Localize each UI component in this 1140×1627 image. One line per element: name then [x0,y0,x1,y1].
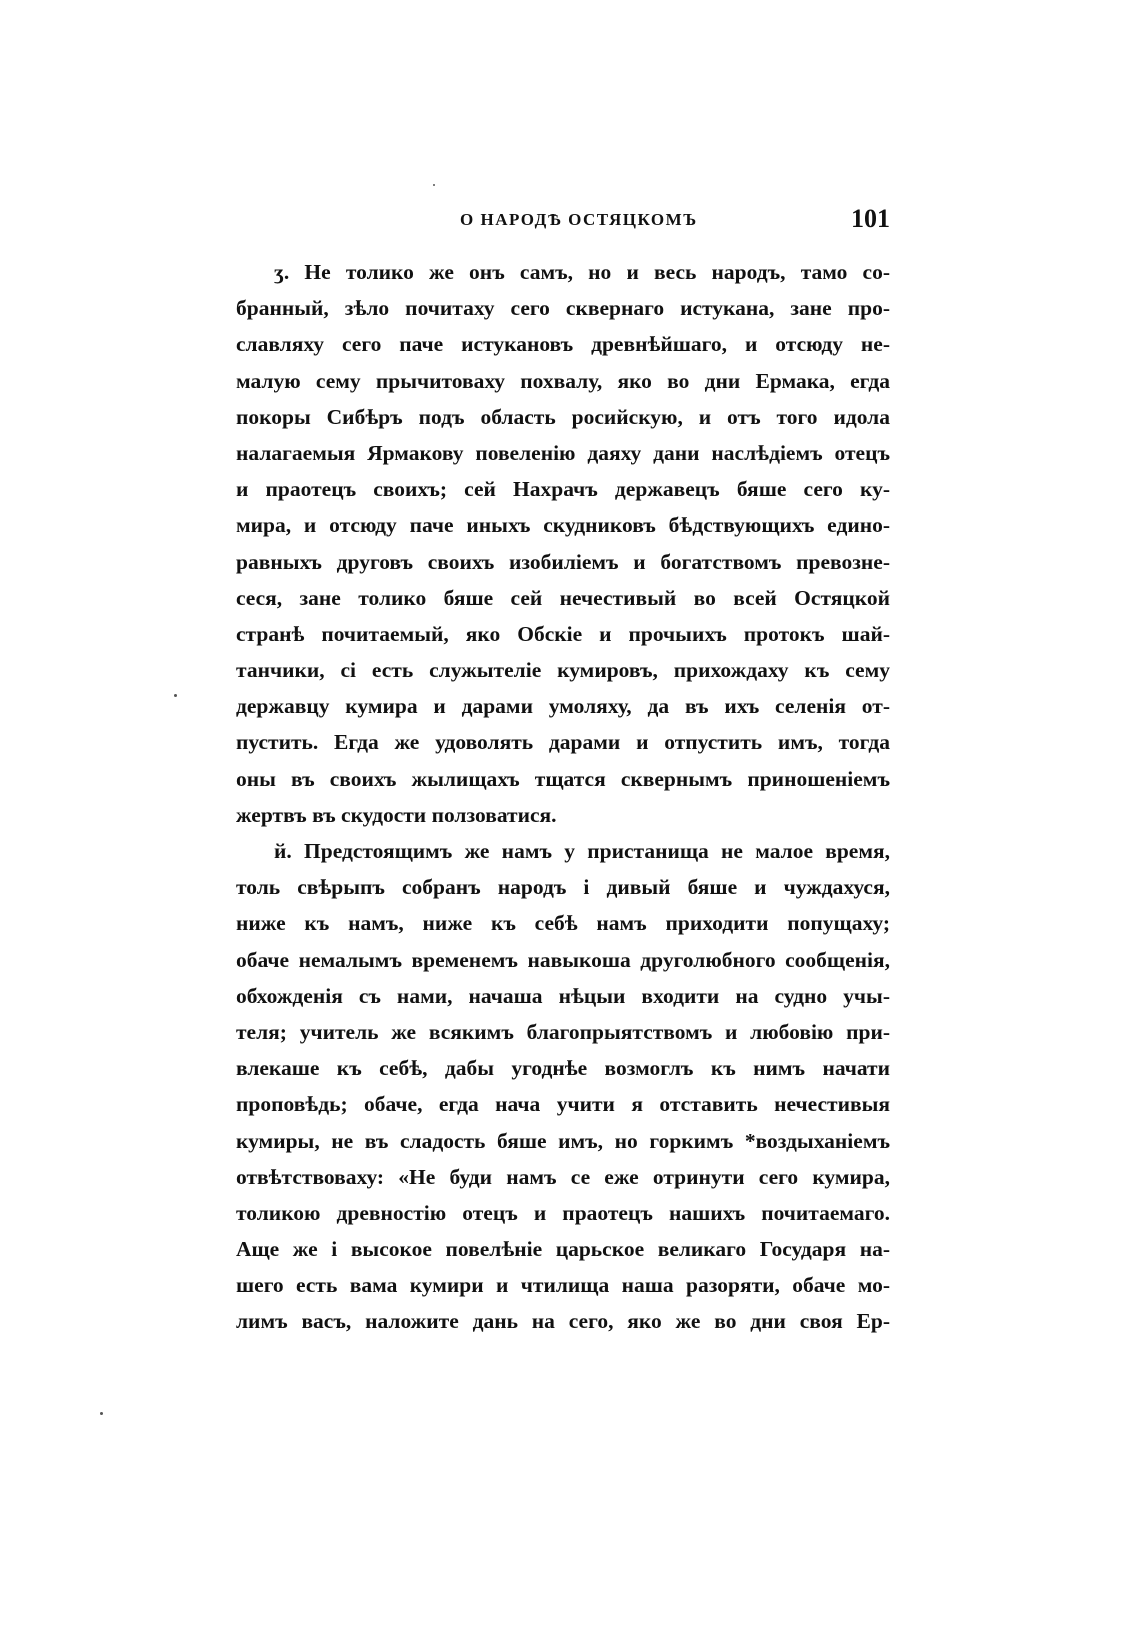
text-line: жертвъ въ скудости ползоватися. [236,802,557,827]
text-line: пустить. Егда же удоволять дарами и отпустить имъ, тогда [236,730,890,755]
text-line: теля; учитель же всякимъ благопрыятствомъ и любовію при- [236,1019,890,1044]
text-line: странѣ почитаемый, яко Обскіе и прочыихъ протокъ шай- [236,621,890,646]
running-title: О НАРОДѢ ОСТЯЦКОМЪ [460,210,698,229]
text-line: равныхъ друговъ своихъ изобиліемъ и богатствомъ превозне- [236,549,890,574]
scan-speck [433,184,435,186]
text-line: бранный, зѣло почитаху сего сквернаго истукана, зане про- [236,296,890,321]
text-line: й. Предстоящимъ же намъ у пристанища не малое время, [274,839,890,863]
text-line: влекаше къ себѣ, дабы угоднѣе возмоглъ къ нимъ начати [236,1056,890,1081]
scan-speck [100,1412,103,1415]
text-line: и праотецъ своихъ; сей Нахрачъ державецъ бяше сего ку- [236,477,890,502]
scan-speck [174,694,177,697]
text-line: ӡ. Не толико же онъ самъ, но и весь народъ, тамо со- [274,260,890,284]
text-line: обаче немалымъ временемъ навыкоша друголюбного сообщенія, [236,947,890,972]
text-line: обхожденія съ нами, начаша нѣцыи входити на судно учы- [236,983,890,1008]
text-line: танчики, сі есть служытеліе кумировъ, прихождаху къ сему [236,658,890,683]
text-line: лимъ васъ, наложите дань на сего, яко же во дни своя Ер- [236,1309,890,1334]
body-text [236,254,890,1340]
text-line: проповѣдь; обаче, егда нача учити я отставить нечестивыя [236,1092,890,1117]
text-line: отвѣтствоваху: «Не буди намъ се еже отринути сего кумира, [236,1164,890,1189]
text-line: сеся, зане толико бяше сей нечестивый во всей Остяцкой [236,585,890,610]
text-line: толикою древностію отецъ и праотецъ нашихъ почитаемаго. [236,1200,890,1225]
text-line: ниже къ намъ, ниже къ себѣ намъ приходити попущаху; [236,911,890,936]
text-line: славляху сего паче истукановъ древнѣйшаго, и отсюду не- [236,332,890,357]
text-line: покоры Сибѣръ подъ область росийскую, и отъ того идола [236,404,890,429]
text-line: державцу кумира и дарами умоляху, да въ ихъ селенія от- [236,694,890,719]
text-line: малую сему прычитоваху похвалу, яко во дни Ермака, егда [236,368,890,393]
text-line: оны въ своихъ жылищахъ тщатся сквернымъ приношеніемъ [236,766,890,791]
text-line: кумиры, не въ сладость бяше имъ, но горкимъ *воздыханіемъ [236,1128,890,1153]
running-head [230,204,890,236]
text-line: Аще же і высокое повелѣніе царьское великаго Государя на- [236,1237,890,1262]
text-line: налагаемыя Ярмакову повеленію даяху дани наслѣдіемъ отецъ [236,440,890,465]
text-line: толь свѣрыпъ собранъ народъ і дивый бяше и чуждахуся, [236,875,890,900]
text-line: мира, и отсюду паче иныхъ скудниковъ бѣдствующихъ едино- [236,513,890,538]
page-number: 101 [851,204,890,233]
text-line: шего есть вама кумири и чтилища наша разоряти, обаче мо- [236,1273,890,1298]
